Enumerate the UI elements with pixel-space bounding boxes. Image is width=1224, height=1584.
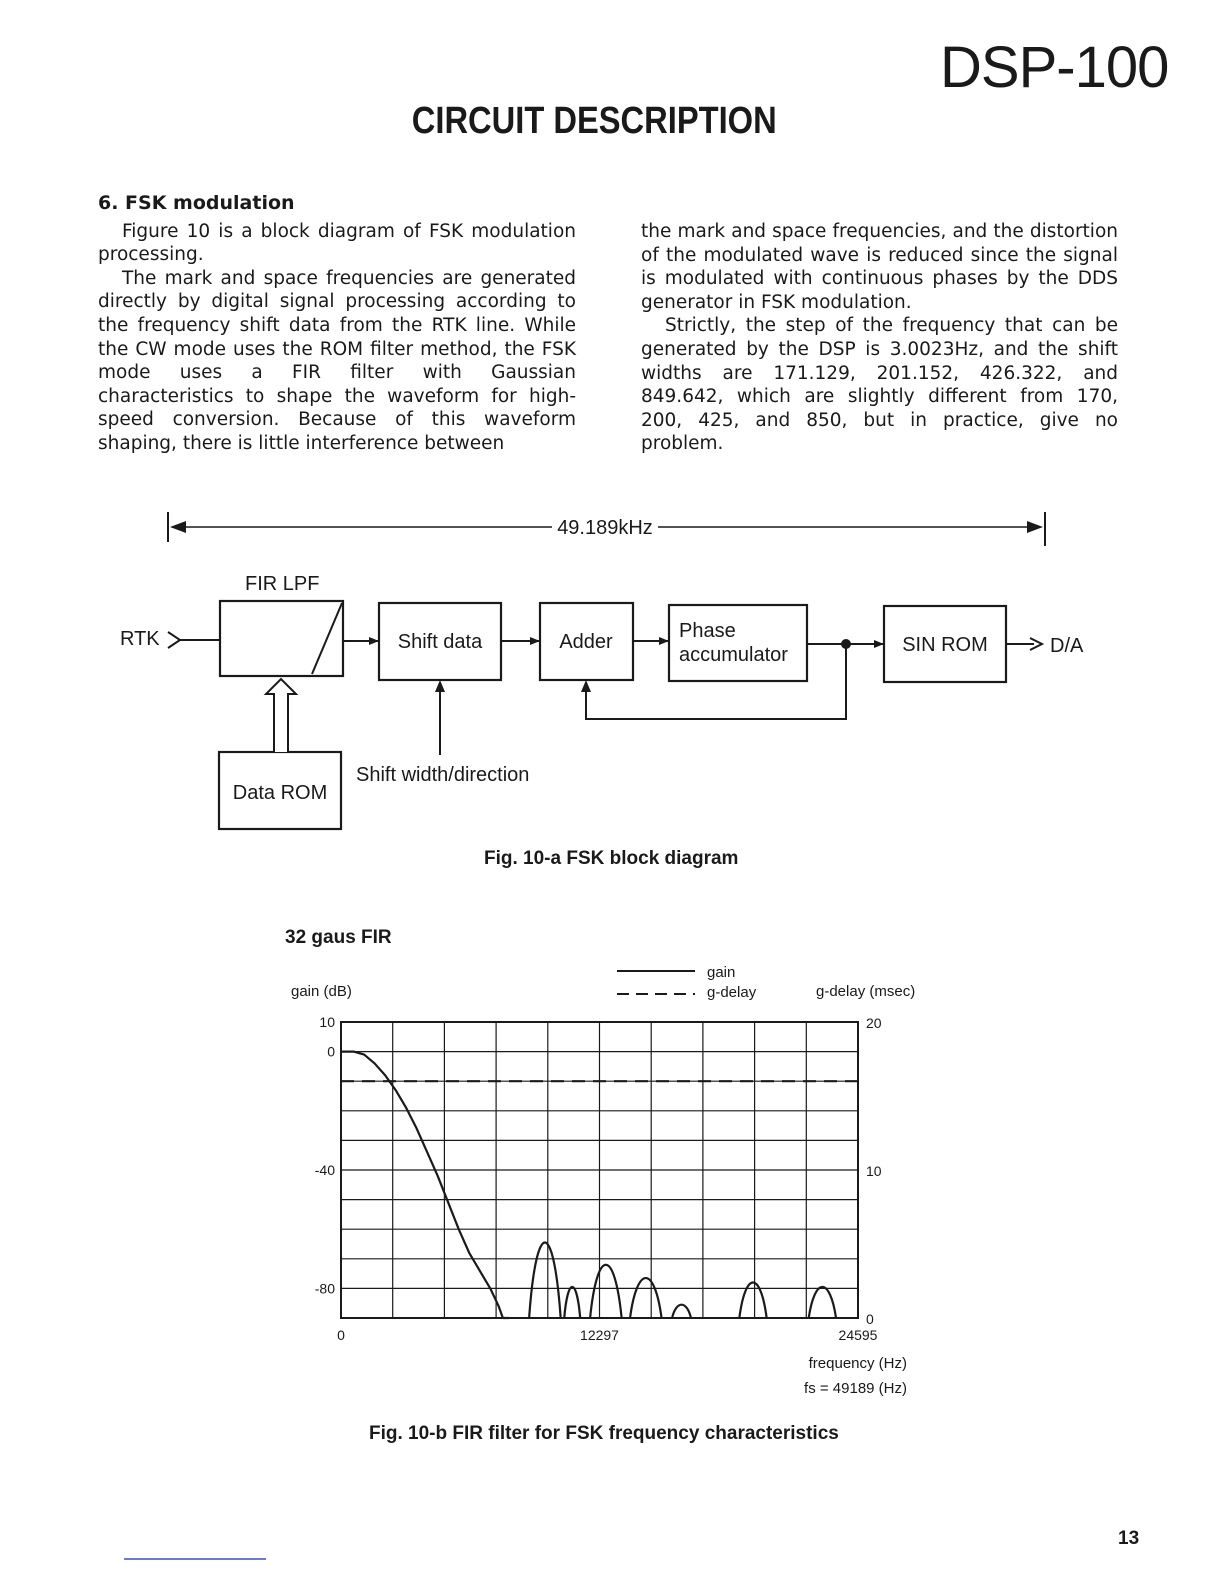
- fir-lpf-label: FIR LPF: [245, 573, 320, 595]
- span-label: 49.189kHz: [557, 517, 653, 539]
- fir-lpf-block: [220, 601, 343, 676]
- left-axis-label: gain (dB): [291, 983, 352, 1000]
- span-dimension: [168, 512, 1045, 546]
- da-label: D/A: [1050, 635, 1084, 657]
- data-rom-label: Data ROM: [232, 782, 328, 804]
- right-tick-label: 20: [866, 1015, 882, 1031]
- gain-sidelobe: [809, 1287, 836, 1318]
- left-tick-label: 10: [319, 1014, 335, 1030]
- phase-label-line2: accumulator: [679, 644, 788, 666]
- figure-caption-b: Fig. 10-b FIR filter for FSK frequency characteristics: [369, 1423, 839, 1444]
- x-tick-label: 24595: [838, 1327, 878, 1343]
- page-number: 13: [1118, 1528, 1140, 1549]
- x-tick-label: 0: [337, 1327, 345, 1343]
- paragraph: The mark and space frequencies are generated directly by digital signal processing according to the frequency shift data from the RTK line. While the CW mode uses the ROM filter method, the FSK mode uses a FIR filter with Gaussian characteristics to shape the waveform for high-speed conversion. Because of this waveform shaping, there is little interference between: [98, 267, 576, 454]
- x-axis-label: frequency (Hz): [808, 1355, 907, 1372]
- section-heading: 6. FSK modulation: [98, 192, 295, 214]
- phase-label-line1: Phase: [679, 620, 736, 642]
- legend-gain-label: gain: [707, 964, 736, 981]
- hollow-up-arrow: [266, 679, 296, 752]
- rtk-input-symbol: [168, 632, 180, 648]
- adder-label: Adder: [559, 631, 613, 653]
- gain-sidelobe: [672, 1305, 691, 1318]
- paragraph: Figure 10 is a block diagram of FSK modulation processing.: [98, 220, 576, 266]
- series-gain: [341, 1052, 509, 1318]
- paragraph: the mark and space frequencies, and the distortion of the modulated wave is reduced since the signal is modulated with continuous phases by the DDS generator in FSK modulation.: [641, 221, 1118, 313]
- page-title: CIRCUIT DESCRIPTION: [411, 100, 777, 142]
- chart-ticks: [315, 1014, 882, 1343]
- right-axis-label: g-delay (msec): [816, 983, 916, 1000]
- fir-response-chart: [0, 900, 1224, 1500]
- sin-rom-label: SIN ROM: [902, 634, 988, 656]
- model-name: DSP-100: [940, 35, 1169, 100]
- shift-width-label: Shift width/direction: [356, 764, 530, 786]
- left-tick-label: -80: [314, 1280, 335, 1297]
- left-tick-label: -40: [314, 1162, 335, 1178]
- gain-sidelobe: [564, 1287, 580, 1318]
- paragraph: Strictly, the step of the frequency that can be generated by the DSP is 3.0023Hz, and the shift widths are 171.129, 201.152, 426.322, and 849.642, which are slightly different from 170, 200, 425, and 850, but in practice, give no problem.: [641, 315, 1118, 455]
- gain-sidelobe: [529, 1243, 561, 1318]
- phase-accumulator-block: [669, 605, 807, 681]
- left-tick-label: 0: [327, 1043, 335, 1060]
- rtk-label: RTK: [120, 628, 160, 650]
- right-tick-label: 0: [866, 1311, 874, 1327]
- fs-note: fs = 49189 (Hz): [804, 1380, 907, 1397]
- legend-gdelay-label: g-delay: [707, 984, 757, 1001]
- chart-title: 32 gaus FIR: [285, 927, 392, 948]
- gain-sidelobe: [630, 1278, 662, 1318]
- link-underline: [124, 1558, 266, 1560]
- shift-data-label: Shift data: [397, 631, 483, 653]
- right-tick-label: 10: [866, 1163, 882, 1179]
- x-tick-label: 12297: [580, 1327, 619, 1343]
- figure-caption-a: Fig. 10-a FSK block diagram: [484, 848, 739, 869]
- gain-sidelobe: [590, 1265, 622, 1318]
